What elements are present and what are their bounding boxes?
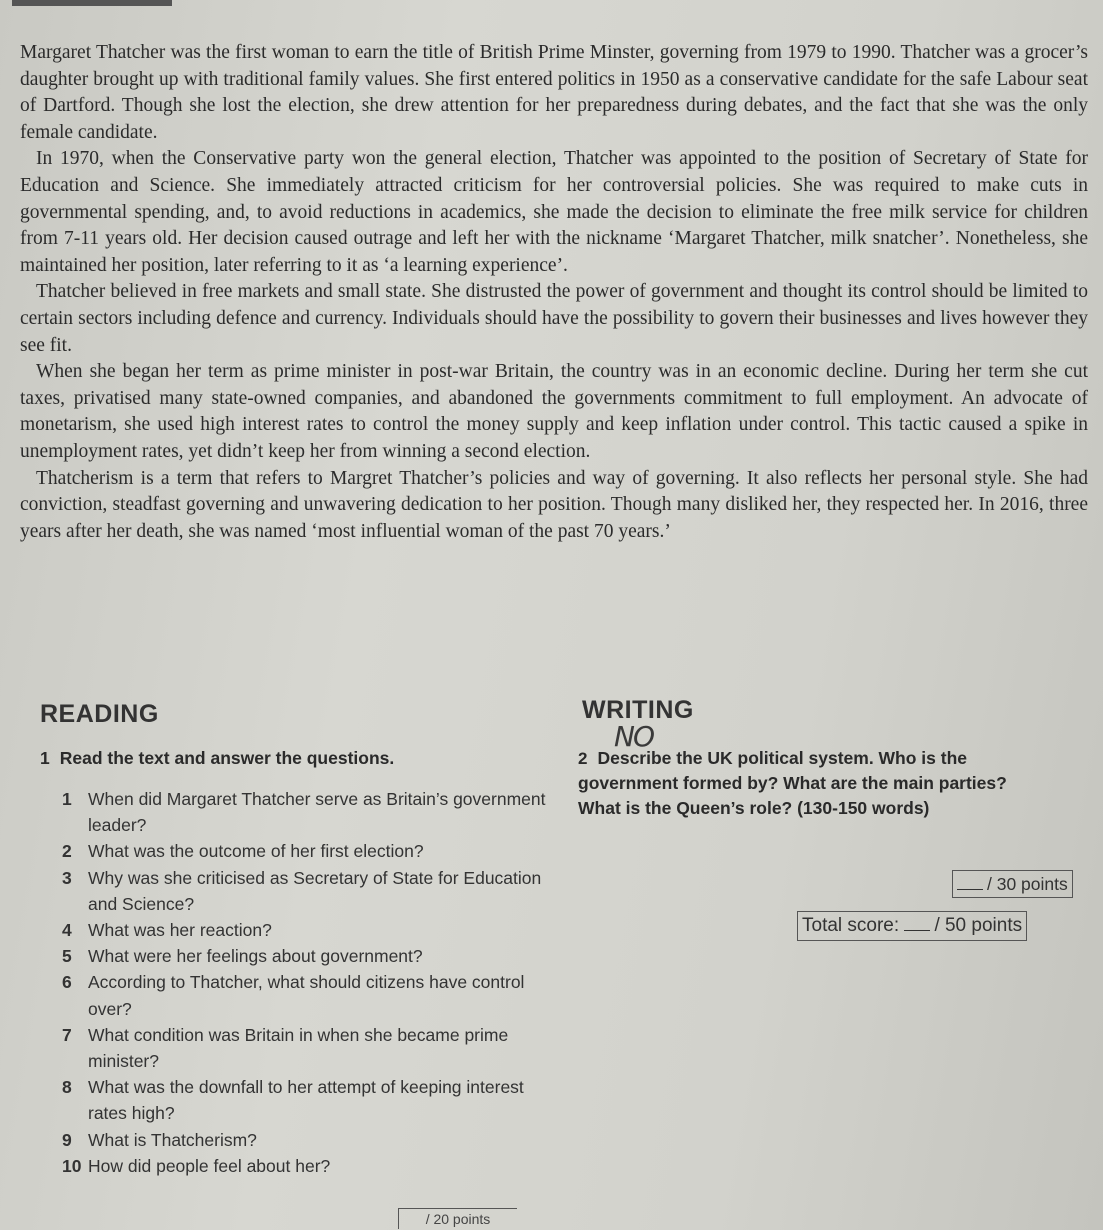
reading-heading: READING: [40, 700, 159, 728]
question-item: [62, 865, 562, 917]
writing-task: [578, 746, 1023, 821]
question-text: What is Thatcherism?: [88, 1129, 257, 1150]
question-item: [62, 917, 562, 943]
question-number: 2: [62, 841, 72, 862]
question-number: 6: [62, 972, 72, 993]
question-item: [62, 969, 562, 1021]
question-text: What was the outcome of her first election?: [88, 841, 424, 862]
score-blank[interactable]: [904, 916, 930, 931]
total-score-value: / 50 points: [934, 915, 1023, 936]
passage-paragraph-1: Margaret Thatcher was the first woman to earn the title of British Prime Minster, governing from 1979 to 1990. Thatcher was a grocer’s daughter brought up with traditional family values. She first entered politics in 1950 as a conservative candidate for the safe Labour seat of Dartford. Though she lost the election, she drew attention for her preparedness during debates, and the fact that she was the only female candidate.: [20, 42, 1088, 143]
reading-task: [40, 748, 394, 769]
question-item: [62, 838, 562, 864]
question-text: What were her feelings about government?: [88, 946, 423, 967]
question-text: What was her reaction?: [88, 920, 272, 941]
question-text: What was the downfall to her attempt of keeping interest rates high?: [88, 1077, 524, 1124]
writing-heading: WRITING: [582, 696, 694, 724]
passage-paragraph-3: Thatcher believed in free markets and small state. She distrusted the power of government and thought its control should be limited to certain sectors including defence and currency. Individuals should have the possibility to govern their businesses and lives however they see fit.: [20, 281, 1088, 356]
total-score-label: Total score:: [802, 915, 900, 936]
passage-paragraph-5: Thatcherism is a term that refers to Margret Thatcher’s policies and way of governing. It also reflects her personal style. She had conviction, steadfast governing and unwavering dedication to her position. Though many disliked her, they respected her. In 2016, three years after her death, she was named ‘most influential woman of the past 70 years.’: [20, 467, 1088, 542]
writing-score-label: / 30 points: [987, 874, 1068, 894]
writing-score-box: [952, 870, 1073, 898]
reading-score-box: [398, 1208, 517, 1229]
question-item: [62, 786, 562, 838]
question-number: 10: [62, 1155, 82, 1176]
writing-task-number: 2: [578, 749, 588, 768]
question-number: 9: [62, 1129, 72, 1150]
question-number: 3: [62, 867, 72, 888]
reading-score-label: / 20 points: [425, 1211, 491, 1227]
question-number: 8: [62, 1077, 72, 1098]
writing-task-text: Describe the UK political system. Who is the government formed by? What are the main parties? What is the Queen’s role? (130-150 words): [578, 748, 1007, 818]
passage-paragraph-4: When she began her term as prime minister in post-war Britain, the country was in an economic decline. During her term she cut taxes, privatised many state-owned companies, and abandoned the governments commitment to full employment. An advocate of monetarism, she used high interest rates to control the money supply and keep inflation under control. This tactic caused a spike in unemployment rates, yet didn’t keep her from winning a second election.: [20, 361, 1088, 462]
reading-passage: [20, 40, 1088, 545]
top-edge-bar: [12, 0, 172, 6]
passage-paragraph-2: In 1970, when the Conservative party won the general election, Thatcher was appointed to the position of Secretary of State for Education and Science. She immediately attracted criticism for her controversial policies. She was required to make cuts in governmental spending, and, to avoid reductions in academics, she made the decision to eliminate the free milk service for children from 7-11 years old. Her decision caused outrage and left her with the nickname ‘Margaret Thatcher, milk snatcher’. Nonetheless, she maintained her position, later referring to it as ‘a learning experience’.: [20, 148, 1088, 276]
reading-task-text: Read the text and answer the questions.: [59, 748, 395, 768]
question-item: [62, 1022, 562, 1074]
question-text: What condition was Britain in when she became prime minister?: [88, 1024, 509, 1072]
question-text: According to Thatcher, what should citizens have control over?: [88, 972, 525, 1019]
score-blank[interactable]: [957, 875, 983, 890]
question-item: [62, 1127, 562, 1153]
question-number: 7: [62, 1024, 72, 1045]
question-item: [62, 943, 562, 969]
question-item: [62, 1074, 562, 1126]
question-number: 4: [62, 920, 72, 941]
total-score-box: [797, 911, 1027, 941]
handwritten-note: NO: [614, 720, 653, 753]
question-number: 5: [62, 946, 72, 967]
question-text: How did people feel about her?: [88, 1155, 331, 1176]
question-text: Why was she criticised as Secretary of State for Education and Science?: [88, 867, 542, 914]
reading-question-list: [62, 786, 562, 1179]
question-number: 1: [62, 789, 72, 809]
question-item: [62, 1153, 562, 1179]
reading-task-number: 1: [40, 748, 50, 768]
question-text: When did Margaret Thatcher serve as Britain’s government leader?: [88, 789, 546, 836]
